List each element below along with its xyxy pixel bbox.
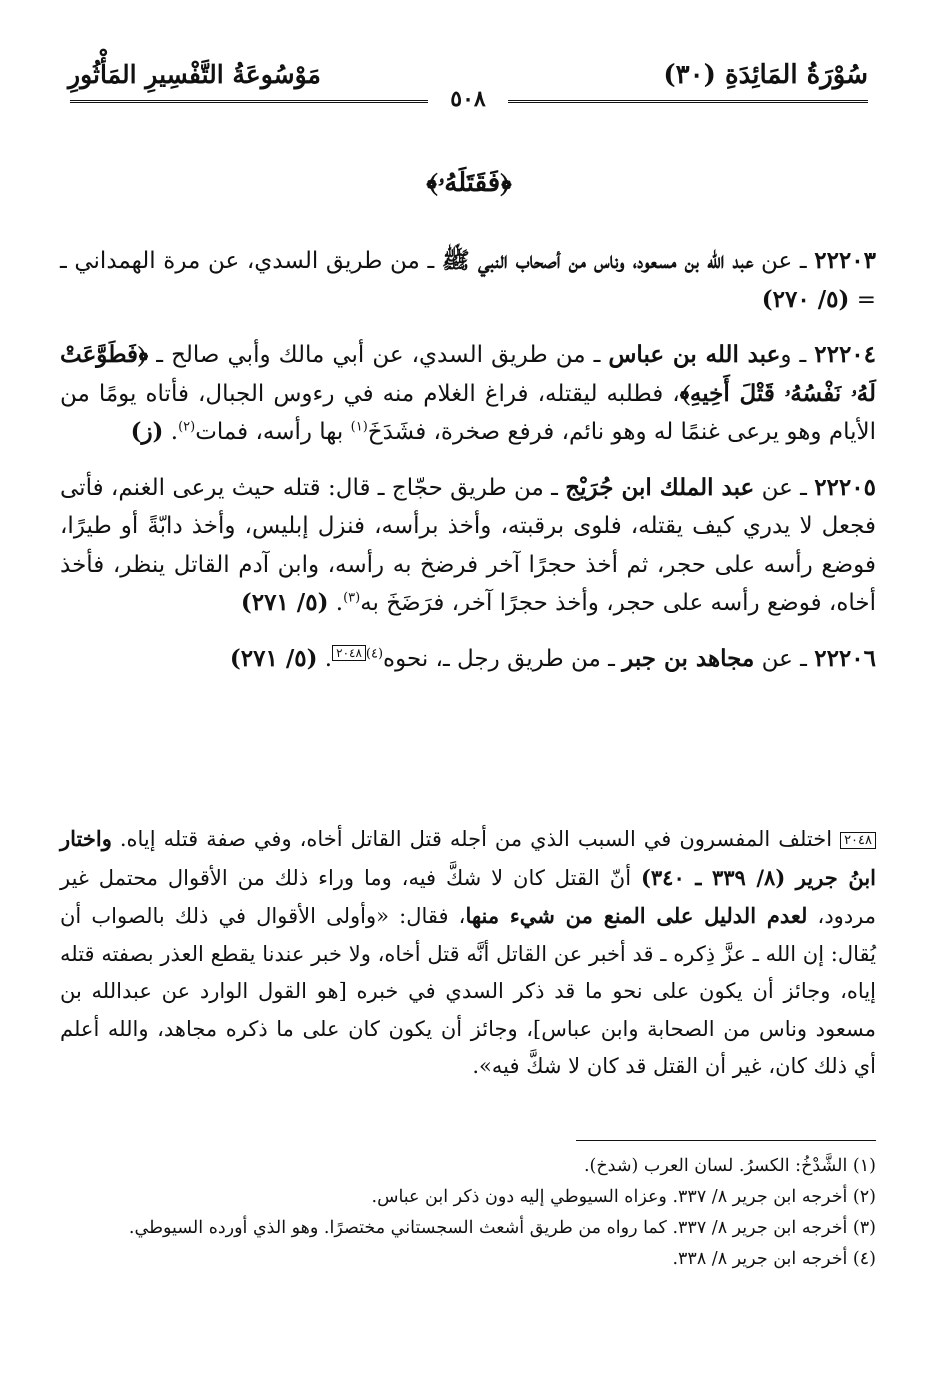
entry-22204 [60,336,876,452]
entry-reference: (٥/ ٢٧١) [240,589,329,616]
entry-text: ـ عن [753,248,815,274]
entry-number: ٢٢٢٠٣ [814,247,876,274]
entry-reference: (٥/ ٢٧١) [229,644,318,672]
entry-text: ـ عن [754,645,815,672]
entry-text: ـ من طريق حجّاج ـ قال: قتله حيث يرعى الغنم، فأتى فجعل لا يدري كيف يقتله، فلوى برقبته، وأخذ برأسه، فنزل إبليس، وأخذ دابّةً أو طيرًا، فوضع رأسه على حجر، ثم أخذ حجرًا آخر فرضخ به رأسه، وابن آدم القاتل ينظر، فأخذ أخاه، فوضع رأسه على حجر، وأخذ حجرًا آخر، فرَضَخَ به [60,474,876,616]
entry-22203 [60,242,876,319]
entry-text: ـ من طريق السدي، عن أبي مالك وأبي صالح ـ [148,342,609,368]
entry-number: ٢٢٢٠٦ [814,644,876,672]
entry-quran-quote: ﴿فَطَوَّعَتْ لَهُۥ نَفْسُهُۥ قَتْلَ أَخِيهِ﴾ [60,341,876,407]
footnote-marker: (١) [350,419,368,435]
entry-text: ، فطلبه ليقتله، فراغ الغلام منه في رءوس الجبال، فأتاه يومًا من الأيام وهو يرعى غنمًا له وهو نائم، فرفع صخرة، فشَدَخَ [60,380,876,445]
page-number: ٥٠٨ [428,86,508,112]
entry-22205 [60,469,876,623]
footnote-3: (٣) أخرجه ابن جرير ٨/ ٣٣٧. كما رواه من طريق أشعث السجستاني مختصرًا. وهو الذي أورده السيوطي. [128,1218,876,1238]
entry-narrator: مجاهد بن جبر [622,644,755,672]
verse-heading: ﴿فَقَتَلَهُۥ﴾ [426,168,512,198]
entry-reference: (ز) [130,418,164,445]
entry-text: ـ من طريق السدي، عن مرة الهمداني ـ = [60,248,876,313]
entry-narrator: عبد الملك ابن جُرَيْج [565,473,755,501]
footnotes [60,1151,876,1275]
commentary-box-marker: ٢٠٤٨ [332,645,366,661]
entries [60,242,876,695]
entry-text: ـ عن [754,474,815,501]
entry-number: ٢٢٢٠٥ [814,473,876,501]
footnote-2: (٢) أخرجه ابن جرير ٨/ ٣٣٧. وعزاه السيوطي إليه دون ذكر ابن عباس. [371,1187,876,1207]
note-bold-text: لعدم الدليل على المنع من شيء منها [465,903,808,928]
entry-text: . [317,645,333,672]
entry-narrator: عبد الله بن عباس [608,341,781,368]
entry-reference: (٥/ ٢٧٠) [761,285,850,313]
footnote-1: (١) الشَّدْخُ: الكسرُ. لسان العرب (شدخ). [583,1156,876,1176]
note-text: أنّ القتل كان لا شكَّ فيه، وما وراء ذلك من الأقوال محتمل غير مردود، [60,865,877,928]
footnote-marker: (٤) [365,645,384,661]
footnote-marker: (٣) [343,590,361,606]
entry-text: بها رأسه، فمات [195,419,351,445]
commentary-note [60,820,876,1086]
commentary-note-number: ٢٠٤٨ [840,832,876,849]
footnote-separator [576,1140,876,1141]
entry-22206 [60,640,876,679]
footnote-marker: (٢) [178,419,196,435]
note-text: ، فقال: «وأولى الأقوال في ذلك بالصواب أن يُقال: إن الله ـ عزَّ ذِكره ـ قد أخبر عن القاتل أنَّه قتل أخاه، ولا خبر عندنا يقطع العذر بصفته قتله إياه، وجائز أن يكون على نحو ما قد ذكر السدي في خبره [هو القول الوارد عن عبدالله بن مسعود وناس من الصحابة وابن عباس]، وجائز أن يكون كان على ما ذكره مجاهد، والله أعلم أي ذلك كان، غير أن القتل قد كان لا شكَّ فيه». [60,904,876,1078]
entry-narrator: عبد الله بن مسعود، وناس من أصحاب النبي ﷺ [441,247,754,274]
entry-number: ٢٢٢٠٤ [814,341,877,368]
running-header-book-title: مَوْسُوعَةُ التَّفْسِيرِ المَأْثُورِ [68,60,321,89]
entry-text: . [328,590,344,616]
note-text: اختلف المفسرون في السبب الذي من أجله قتل القاتل أخاه، وفي صفة قتله إياه. [111,827,841,851]
footnote-4: (٤) أخرجه ابن جرير ٨/ ٣٣٨. [672,1249,876,1269]
note-bold-text: واختار ابنُ جرير (٨/ ٣٣٩ ـ ٣٤٠) [60,826,876,890]
entry-text: ـ و [780,342,815,368]
running-header-surah: سُوْرَةُ المَائِدَةِ (٣٠) [663,60,868,90]
entry-text: . [163,419,179,445]
entry-text: ـ من طريق رجل ـ، نحوه [383,645,623,672]
